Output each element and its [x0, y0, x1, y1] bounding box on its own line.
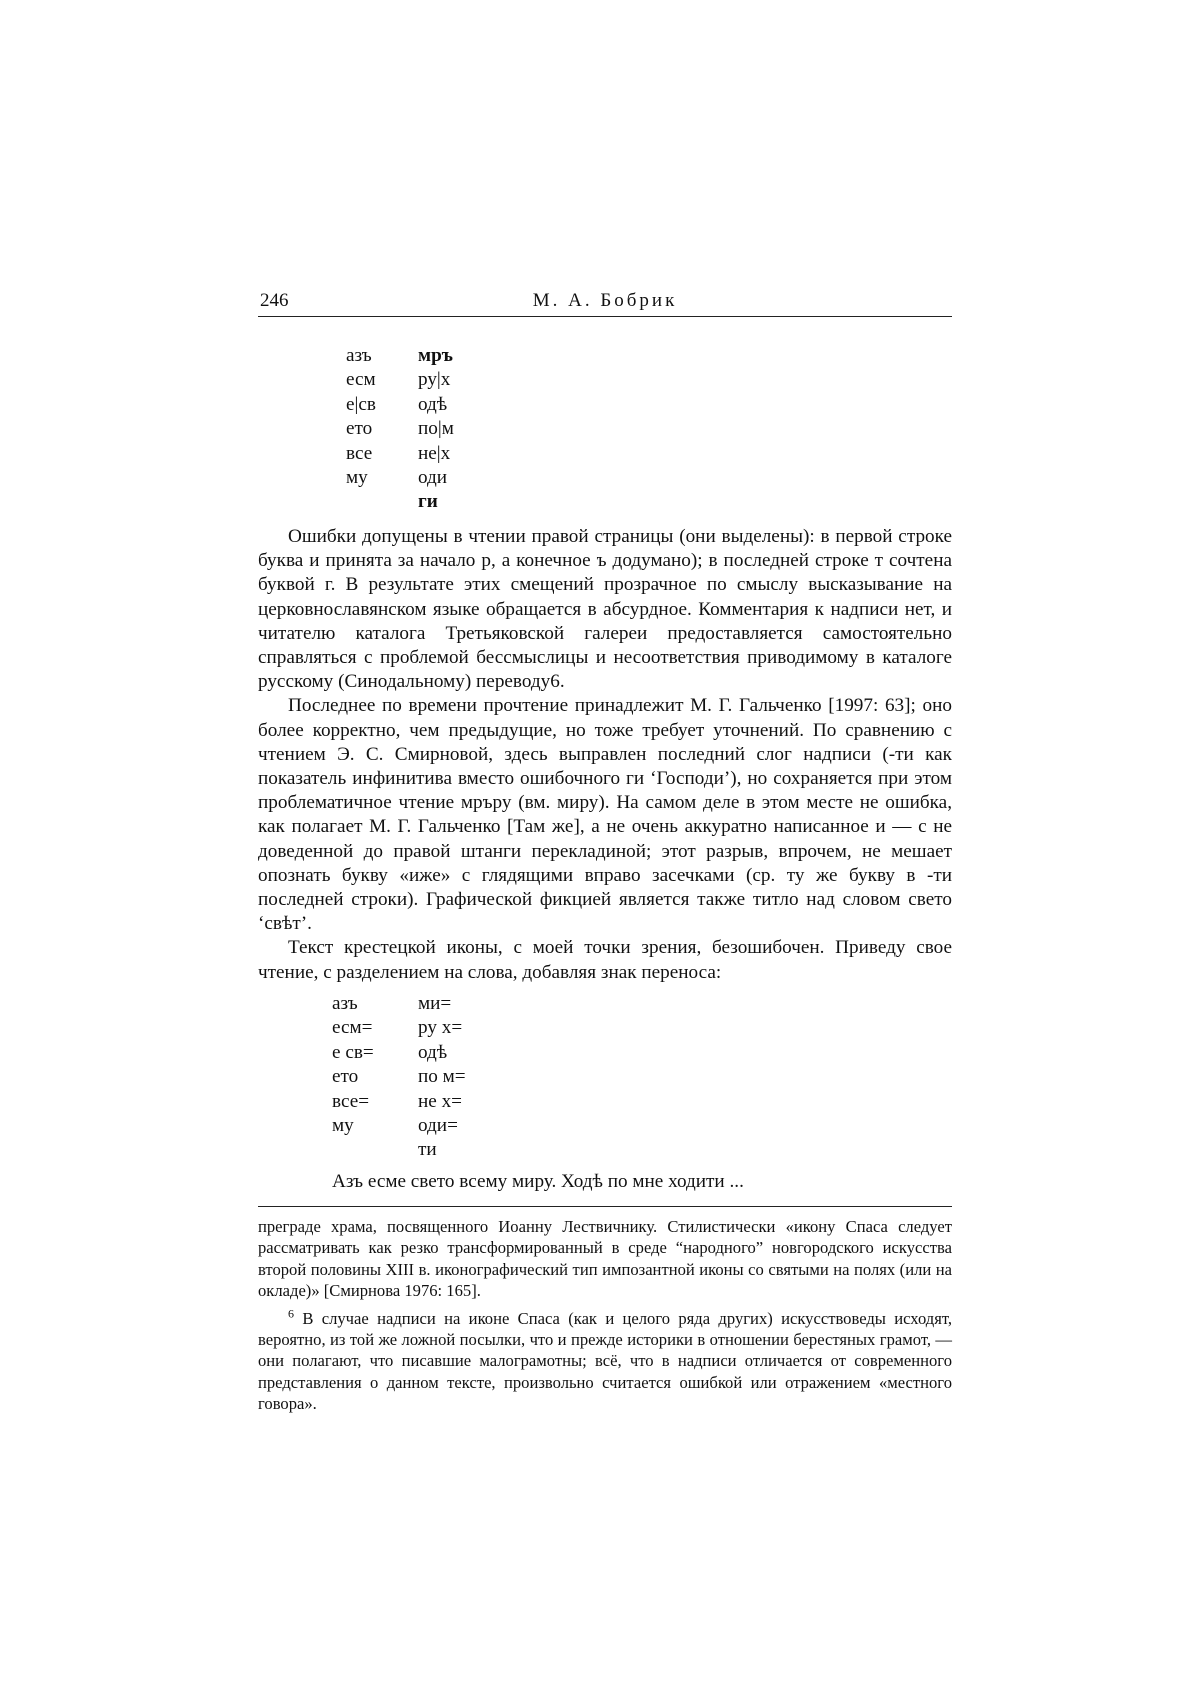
footnote-text: В случае надписи на иконе Спаса (как и целого ряда других) искусствоведы исходят, вероятно, из той же ложной посылки, что и прежде историки в отношении берестяных грамот, — они полагают, что писавшие малограмотны; всё, что в надписи отличается от современного представления о данном тексте, произвольно считается ошибкой или отражением «местного говора». [258, 1308, 953, 1414]
table-row [346, 417, 538, 441]
footnote-6 [258, 1308, 952, 1415]
cell-left: е св= [332, 1041, 374, 1063]
cell-left [332, 1138, 418, 1162]
table-row [332, 1138, 538, 1162]
cell-right-highlighted: ги [418, 491, 438, 513]
table-row [346, 466, 538, 490]
table-row [332, 1090, 538, 1114]
reconstructed-text: Азъ есме свето всему миру. Ходѣ по мне ходити ... [332, 1171, 744, 1192]
cell-right: не х= [418, 1090, 462, 1112]
cell-right: одѣ [418, 393, 448, 415]
cell-right: оди [418, 466, 448, 488]
table-row [332, 992, 538, 1016]
transcription-table-1 [346, 344, 538, 515]
table-row [332, 1065, 538, 1089]
table-row [332, 1016, 538, 1040]
footnote-number: 6 [288, 1306, 294, 1321]
cell-right: ру|х [418, 369, 451, 391]
page-number: 246 [260, 290, 289, 311]
running-header [258, 288, 952, 317]
cell-right: ру х= [418, 1017, 463, 1039]
footnote-separator [258, 1206, 952, 1207]
paragraph-2: Последнее по времени прочтение принадлежит М. Г. Гальченко [1997: 63]; оно более корректно, чем предыдущие, но тоже требует уточнений. По сравнению с чтением Э. С. Смирновой, здесь выправлен последний слог надписи (-ти как показатель инфинитива вместо ошибочного ги ‘Господи’), но сохраняется при этом проблематичное чтение мръру (вм. миру). На самом деле в этом месте не ошибка, как полагает М. Г. Гальченко [Там же], а не очень аккуратно написанное и — с не доведенной до правой штанги перекладиной; этот разрыв, впрочем, не мешает опознать букву «иже» с глядящими вправо засечками (ср. ту же букву в -ти последней строки). Графической фикцией является также титло над словом свето ‘свѣт’. [258, 695, 952, 935]
cell-left: ето [346, 418, 373, 440]
table-row [346, 490, 538, 514]
cell-right: по|м [418, 418, 454, 440]
running-title: М. А. Бобрик [532, 290, 678, 311]
table-row [346, 368, 538, 392]
body-text [258, 525, 952, 985]
cell-left: азъ [346, 345, 372, 366]
cell-right-highlighted: мръ [418, 345, 453, 366]
footnote-continuation: преграде храма, посвященного Иоанну Лествичнику. Стилистически «икону Спаса следует рассматривать как резко трансформированный в среде “народного” новгородского искусства второй половины XIII в. иконографический тип импозантной иконы со святыми на полях (или на окладе)» [Смирнова 1976: 165]. [258, 1217, 952, 1301]
cell-left: азъ [332, 993, 358, 1014]
cell-left: ето [332, 1066, 359, 1088]
cell-right: оди= [418, 1114, 458, 1136]
cell-left: му [332, 1114, 354, 1136]
footnotes [258, 1216, 952, 1415]
cell-left [346, 490, 418, 514]
cell-left: все [346, 442, 373, 464]
cell-right: не|х [418, 442, 451, 464]
cell-left: есм [346, 369, 376, 391]
cell-right: ти [418, 1139, 437, 1161]
cell-left: есм= [332, 1017, 373, 1039]
cell-left: все= [332, 1090, 370, 1112]
paragraph-3: Текст крестецкой иконы, с моей точки зрения, безошибочен. Приведу свое чтение, с разделением на слова, добавляя знак переноса: [258, 937, 952, 983]
transcription-table-2 [332, 992, 538, 1163]
cell-right: ми= [418, 993, 452, 1014]
paragraph-1: Ошибки допущены в чтении правой страницы (они выделены): в первой строке буква и принята за начало р, а конечное ъ додумано); в последней строке т сочтена буквой г. В результате этих смещений прозрачное по смыслу высказывание на церковнославянском языке обращается в абсурдное. Комментария к надписи нет, и читателю каталога Третьяковской галереи предоставляется самостоятельно справляться с проблемой бессмыслицы и несоответствия приводимому в каталоге русскому (Синодальному) переводу6. [258, 526, 952, 693]
cell-left: му [346, 466, 368, 488]
cell-right: по м= [418, 1066, 466, 1088]
table-row [332, 1114, 538, 1138]
table-row [346, 393, 538, 417]
table-row [346, 442, 538, 466]
table-row [346, 344, 538, 368]
cell-right: одѣ [418, 1041, 448, 1063]
table-row [332, 1041, 538, 1065]
cell-left: е|св [346, 393, 376, 415]
